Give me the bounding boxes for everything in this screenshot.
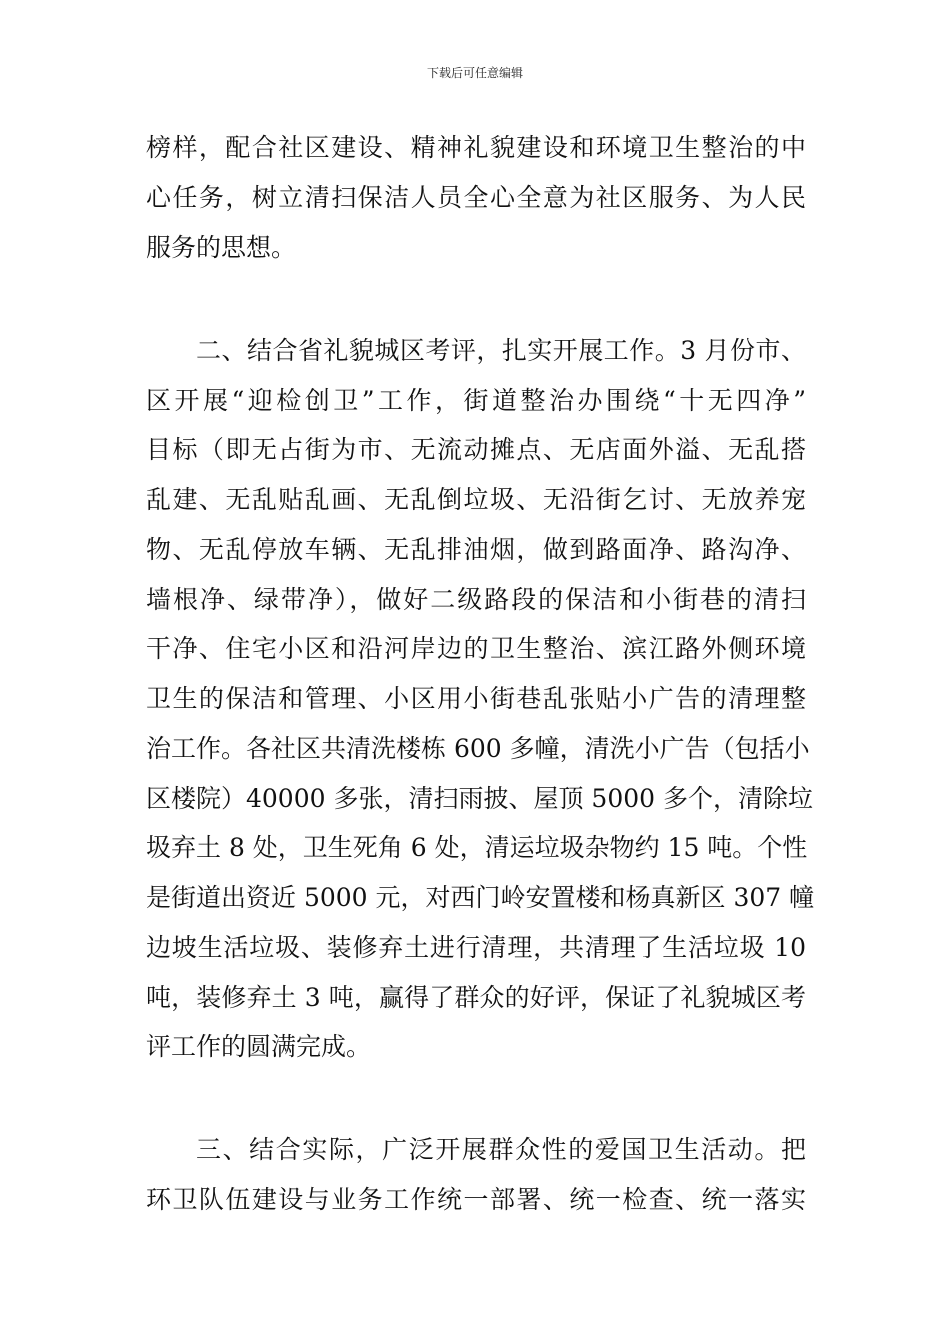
text-line: 卫生的保洁和管理、小区用小街巷乱张贴小广告的清理整 — [146, 684, 806, 713]
text-line: 三、结合实际，广泛开展群众性的爱国卫生活动。把 — [196, 1135, 806, 1164]
text-line: 区开展“迎检创卫”工作，街道整治办围绕“十无四净” — [146, 386, 806, 415]
text-line: 评工作的圆满完成。 — [146, 1032, 372, 1061]
text-line: 心任务，树立清扫保洁人员全心全意为社区服务、为人民 — [146, 183, 806, 212]
page-header: 下载后可任意编辑 — [426, 66, 523, 80]
text-line: 二、结合省礼貌城区考评，扎实开展工作。3 月份市、 — [196, 336, 806, 365]
text-line: 是街道出资近 5000 元，对西门岭安置楼和杨真新区 307 幢 — [146, 883, 815, 912]
text-line: 圾弃土 8 处，卫生死角 6 处，清运垃圾杂物约 15 吨。个性 — [146, 833, 808, 862]
text-line: 榜样，配合社区建设、精神礼貌建设和环境卫生整治的中 — [146, 133, 806, 162]
text-line: 边坡生活垃圾、装修弃土进行清理，共清理了生活垃圾 10 — [146, 933, 806, 962]
text-line: 治工作。各社区共清洗楼栋 600 多幢，清洗小广告（包括小 — [146, 734, 810, 763]
text-line: 环卫队伍建设与业务工作统一部署、统一检查、统一落实 — [146, 1185, 806, 1214]
text-line: 服务的思想。 — [146, 233, 297, 262]
text-line: 乱建、无乱贴乱画、无乱倒垃圾、无沿街乞讨、无放养宠 — [146, 485, 806, 514]
text-line: 物、无乱停放车辆、无乱排油烟，做到路面净、路沟净、 — [146, 535, 806, 564]
text-line: 干净、住宅小区和沿河岸边的卫生整治、滨江路外侧环境 — [146, 634, 806, 663]
text-line: 吨，装修弃土 3 吨，赢得了群众的好评，保证了礼貌城区考 — [146, 983, 806, 1012]
text-line: 墙根净、绿带净），做好二级路段的保洁和小街巷的清扫 — [146, 585, 806, 614]
text-line: 目标（即无占街为市、无流动摊点、无店面外溢、无乱搭 — [146, 435, 806, 464]
text-line: 区楼院）40000 多张，清扫雨披、屋顶 5000 多个，清除垃 — [146, 784, 813, 813]
